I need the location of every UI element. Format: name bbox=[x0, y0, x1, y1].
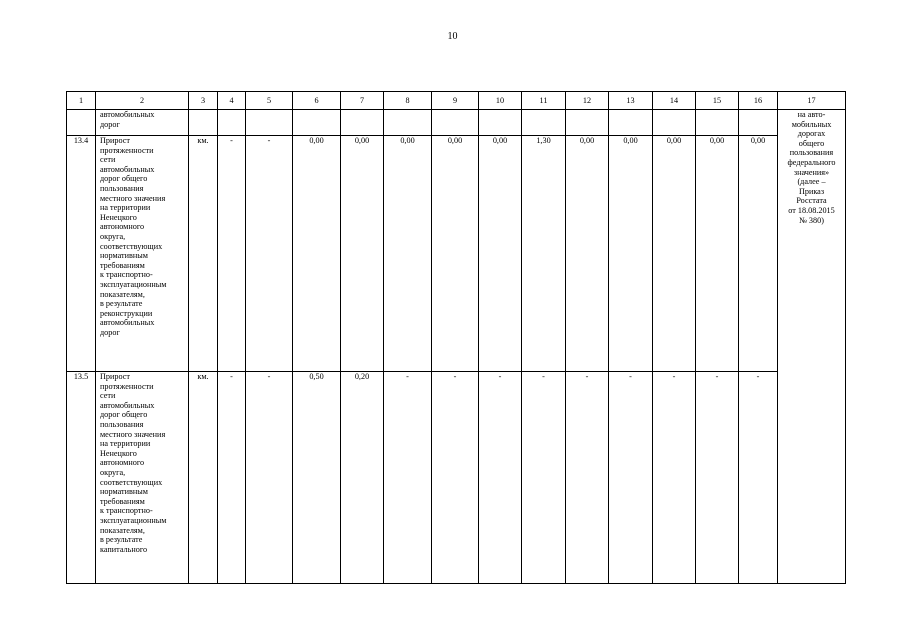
header-cell: 17 bbox=[778, 92, 846, 110]
value-cell: 0,00 bbox=[384, 136, 432, 372]
value-cell: 0,00 bbox=[566, 136, 609, 372]
header-cell: 9 bbox=[432, 92, 479, 110]
value-cell bbox=[566, 110, 609, 136]
value-cell: - bbox=[566, 372, 609, 584]
value-cell: 0,00 bbox=[479, 136, 522, 372]
row-number: 13.4 bbox=[67, 136, 96, 372]
header-cell: 6 bbox=[293, 92, 341, 110]
value-cell: - bbox=[739, 372, 778, 584]
value-cell bbox=[609, 110, 653, 136]
header-cell: 10 bbox=[479, 92, 522, 110]
header-cell: 7 bbox=[341, 92, 384, 110]
indicator-name: Прирост протяженности сети автомобильных дорог общего пользования местного значения на территории Ненецкого автономного округа, соответствующих нормативным требованиям к транспортно- эксплуатационным показателям, в результате капитального bbox=[96, 372, 189, 584]
header-cell: 14 bbox=[653, 92, 696, 110]
value-cell bbox=[341, 110, 384, 136]
page-number: 10 bbox=[447, 31, 458, 42]
value-cell: 0,00 bbox=[696, 136, 739, 372]
indicator-table bbox=[66, 91, 846, 584]
table-row bbox=[67, 136, 846, 372]
unit-cell bbox=[189, 110, 218, 136]
value-cell: - bbox=[246, 372, 293, 584]
header-cell: 5 bbox=[246, 92, 293, 110]
value-cell: 0,00 bbox=[432, 136, 479, 372]
value-cell: - bbox=[653, 372, 696, 584]
source-note-cell: на авто- мобильных дорогах общего пользования федерального значения» (далее – Приказ Росстата от 18.08.2015 № 380) bbox=[778, 110, 846, 584]
indicator-name: Прирост протяженности сети автомобильных дорог общего пользования местного значения на территории Ненецкого автономного округа, соответствующих нормативным требованиям к транспортно- эксплуатационным показателям, в результате реконструкции автомобильных дорог bbox=[96, 136, 189, 372]
header-row bbox=[67, 92, 846, 110]
value-cell: - bbox=[479, 372, 522, 584]
value-cell: 0,00 bbox=[609, 136, 653, 372]
value-cell: 0,00 bbox=[293, 136, 341, 372]
value-cell bbox=[479, 110, 522, 136]
value-cell: - bbox=[384, 372, 432, 584]
value-cell bbox=[432, 110, 479, 136]
table-row bbox=[67, 110, 846, 136]
value-cell: 0,00 bbox=[341, 136, 384, 372]
value-cell: - bbox=[246, 136, 293, 372]
unit-cell: км. bbox=[189, 136, 218, 372]
value-cell: 0,20 bbox=[341, 372, 384, 584]
value-cell: - bbox=[609, 372, 653, 584]
header-cell: 4 bbox=[218, 92, 246, 110]
value-cell bbox=[218, 110, 246, 136]
value-cell bbox=[246, 110, 293, 136]
value-cell: - bbox=[218, 136, 246, 372]
header-cell: 2 bbox=[96, 92, 189, 110]
header-cell: 8 bbox=[384, 92, 432, 110]
value-cell bbox=[739, 110, 778, 136]
header-cell: 16 bbox=[739, 92, 778, 110]
table-row bbox=[67, 372, 846, 584]
value-cell: - bbox=[218, 372, 246, 584]
header-cell: 15 bbox=[696, 92, 739, 110]
row-number: 13.5 bbox=[67, 372, 96, 584]
indicator-name: автомобильных дорог bbox=[96, 110, 189, 136]
unit-cell: км. bbox=[189, 372, 218, 584]
header-cell: 3 bbox=[189, 92, 218, 110]
value-cell bbox=[653, 110, 696, 136]
row-number bbox=[67, 110, 96, 136]
value-cell: - bbox=[522, 372, 566, 584]
value-cell: - bbox=[696, 372, 739, 584]
value-cell: 0,50 bbox=[293, 372, 341, 584]
header-cell: 1 bbox=[67, 92, 96, 110]
value-cell bbox=[522, 110, 566, 136]
value-cell: - bbox=[432, 372, 479, 584]
value-cell bbox=[696, 110, 739, 136]
value-cell bbox=[293, 110, 341, 136]
value-cell bbox=[384, 110, 432, 136]
header-cell: 11 bbox=[522, 92, 566, 110]
value-cell: 0,00 bbox=[653, 136, 696, 372]
header-cell: 13 bbox=[609, 92, 653, 110]
value-cell: 0,00 bbox=[739, 136, 778, 372]
header-cell: 12 bbox=[566, 92, 609, 110]
value-cell: 1,30 bbox=[522, 136, 566, 372]
